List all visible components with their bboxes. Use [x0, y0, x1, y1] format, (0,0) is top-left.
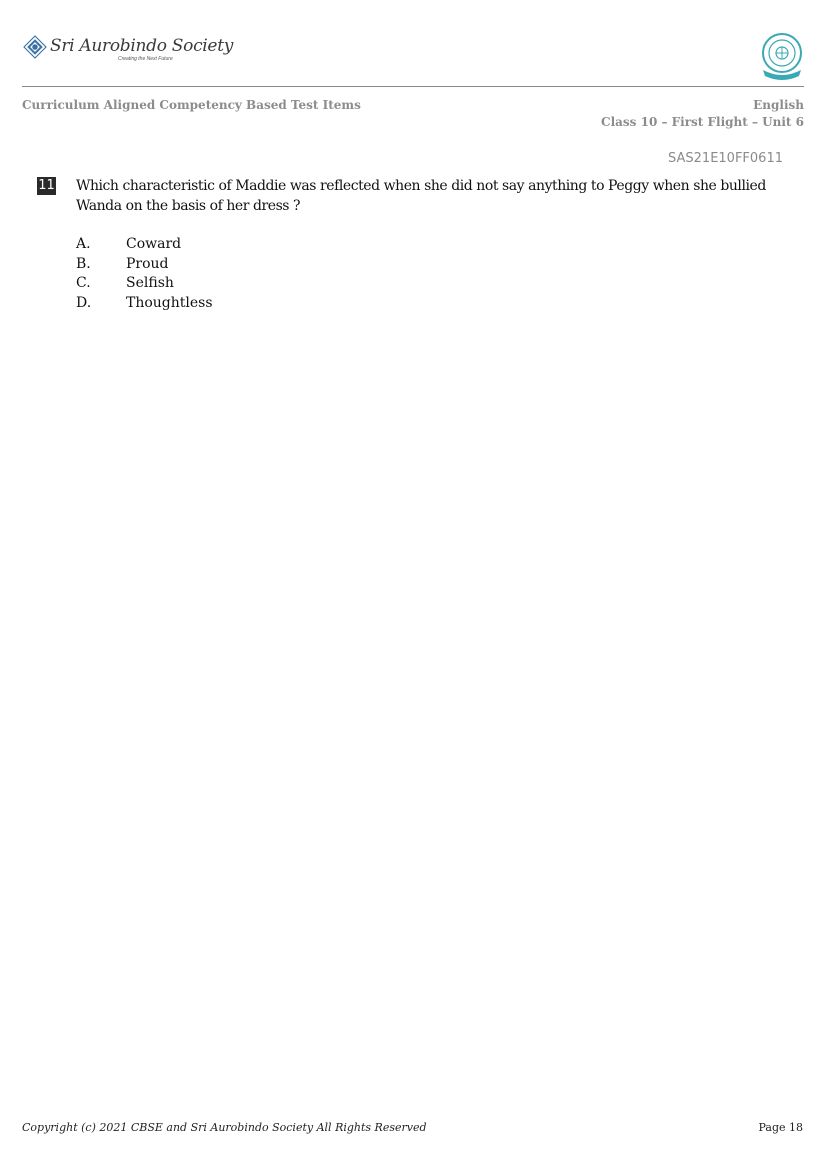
option-b-letter: B. — [76, 256, 91, 272]
document-series-title: Curriculum Aligned Competency Based Test Items — [22, 98, 361, 112]
header-divider — [22, 86, 804, 87]
subject-label: English — [753, 98, 804, 112]
option-c-letter: C. — [76, 275, 91, 291]
option-d-letter: D. — [76, 295, 92, 311]
option-a-letter: A. — [76, 236, 91, 252]
option-d-text: Thoughtless — [126, 295, 213, 311]
question-number: 11 — [38, 178, 55, 193]
class-unit-label: Class 10 – First Flight – Unit 6 — [601, 115, 804, 129]
option-c-text: Selfish — [126, 275, 174, 291]
copyright-notice: Copyright (c) 2021 CBSE and Sri Aurobindo Society All Rights Reserved — [22, 1121, 427, 1134]
option-b-text: Proud — [126, 256, 169, 272]
page-number: Page 18 — [758, 1121, 803, 1134]
brand-tagline: Creating the Next Future — [118, 56, 173, 62]
option-a-text: Coward — [126, 236, 182, 252]
society-emblem-icon — [22, 34, 48, 60]
brand-logo-text: Sri Aurobindo Society — [50, 36, 234, 56]
item-code: SAS21E10FF0611 — [668, 151, 783, 166]
cbse-seal-icon — [758, 32, 806, 82]
sri-aurobindo-society-logo — [22, 34, 234, 68]
question-text: Which characteristic of Maddie was reflected when she did not say anything to Peggy when she bullied Wanda on the basis of her dress ? — [76, 178, 766, 214]
